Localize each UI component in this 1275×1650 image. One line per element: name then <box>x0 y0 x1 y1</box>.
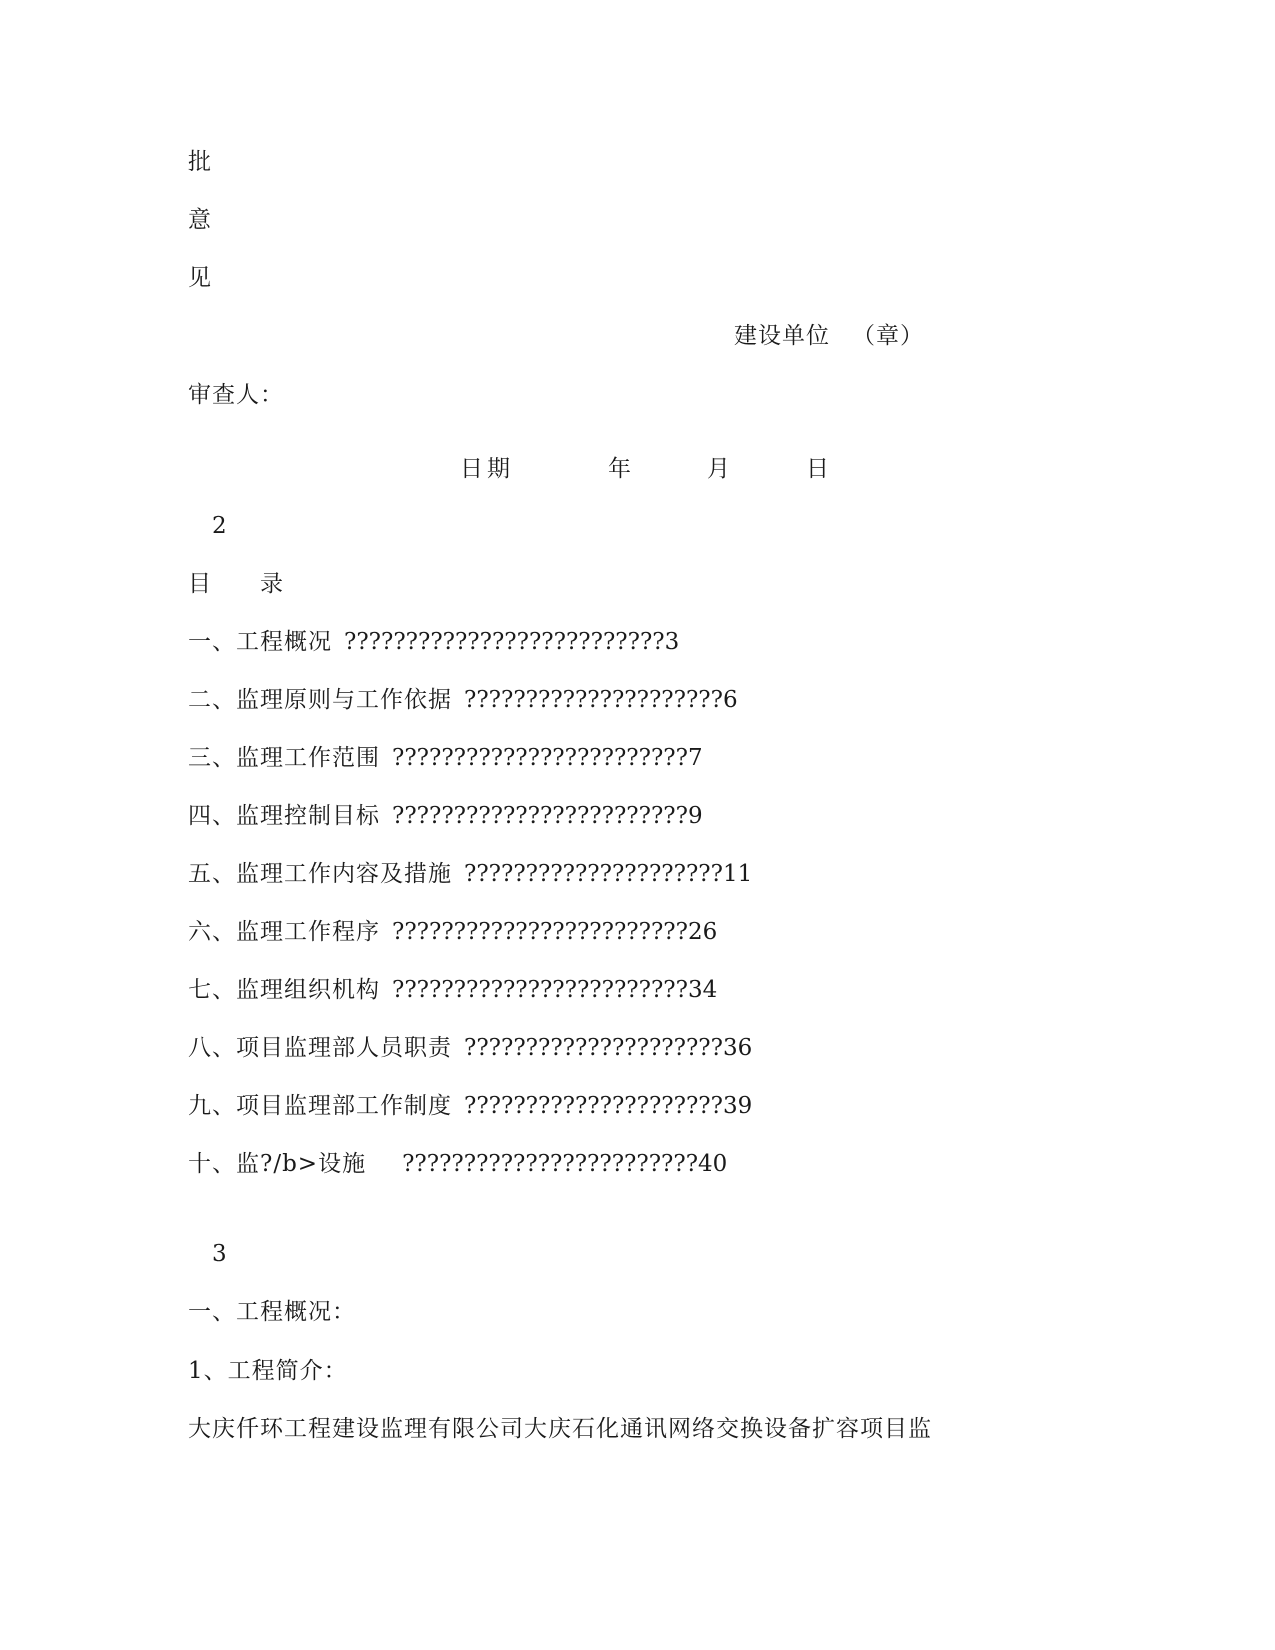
toc-item <box>188 686 738 714</box>
toc-item <box>188 802 703 830</box>
toc-item-leader: ?????????????????????????? <box>344 629 665 655</box>
month-label: 月 <box>707 456 734 482</box>
approval-char-3: 见 <box>188 265 212 291</box>
toc-item-leader: ????????????????????? <box>464 1035 723 1061</box>
toc-item <box>188 1092 752 1120</box>
toc-item <box>188 1034 752 1062</box>
toc-item-leader: ???????????????????????? <box>392 919 688 945</box>
year-label: 年 <box>608 456 635 482</box>
toc-item-leader: ???????????????????????? <box>392 977 688 1003</box>
toc-item-title: 一、工程概况 <box>188 629 332 655</box>
toc-item-page: 7 <box>687 745 703 771</box>
toc-item <box>188 1150 727 1178</box>
toc-item-title: 三、监理工作范围 <box>188 745 380 771</box>
approval-char-2: 意 <box>188 207 212 233</box>
toc-item-page: 6 <box>722 687 738 713</box>
date-label: 日期 <box>460 456 514 482</box>
body-paragraph: 大庆仟环工程建设监理有限公司大庆石化通讯网络交换设备扩容项目监 <box>188 1416 932 1442</box>
toc-item-leader: ????????????????????? <box>464 687 723 713</box>
toc-item <box>188 628 679 656</box>
toc-item-page: 3 <box>664 629 680 655</box>
toc-item-leader: ???????????????????????? <box>392 745 688 771</box>
toc-item <box>188 744 703 772</box>
toc-item-page: 11 <box>722 861 753 887</box>
toc-item <box>188 976 717 1004</box>
date-row <box>0 455 1275 485</box>
toc-item-leader: ???????????????????????? <box>392 803 688 829</box>
toc-item-leader: ????????????????????? <box>464 861 723 887</box>
toc-item-page: 36 <box>722 1035 753 1061</box>
toc-item-page: 39 <box>722 1093 753 1119</box>
toc-item-page: 9 <box>687 803 703 829</box>
construction-unit-label: 建设单位 <box>734 323 830 349</box>
toc-item-title: 十、监?/b>设施 <box>188 1151 391 1177</box>
toc-item-title: 四、监理控制目标 <box>188 803 380 829</box>
toc-item-page: 34 <box>687 977 718 1003</box>
toc-item <box>188 918 717 946</box>
toc-item-title: 二、监理原则与工作依据 <box>188 687 452 713</box>
toc-heading: 目 录 <box>188 571 284 597</box>
approval-char-1: 批 <box>188 149 212 175</box>
reviewer-label: 审查人： <box>188 382 284 408</box>
toc-item <box>188 860 752 888</box>
section-heading: 一、工程概况： <box>188 1299 356 1325</box>
toc-item-title: 五、监理工作内容及措施 <box>188 861 452 887</box>
toc-item-leader: ????????????????????? <box>464 1093 723 1119</box>
toc-item-page: 40 <box>698 1151 728 1177</box>
sub-heading: 1、工程简介： <box>188 1358 348 1384</box>
toc-item-title: 九、项目监理部工作制度 <box>188 1093 452 1119</box>
day-label: 日 <box>806 456 833 482</box>
toc-item-leader: ???????????????????????? <box>402 1151 699 1177</box>
toc-item-title: 六、监理工作程序 <box>188 919 380 945</box>
page-number: 2 <box>212 513 228 539</box>
seal-label: （章） <box>852 323 924 349</box>
toc-item-page: 26 <box>687 919 718 945</box>
page-number: 3 <box>212 1241 228 1267</box>
toc-item-title: 八、项目监理部人员职责 <box>188 1035 452 1061</box>
toc-item-title: 七、监理组织机构 <box>188 977 380 1003</box>
